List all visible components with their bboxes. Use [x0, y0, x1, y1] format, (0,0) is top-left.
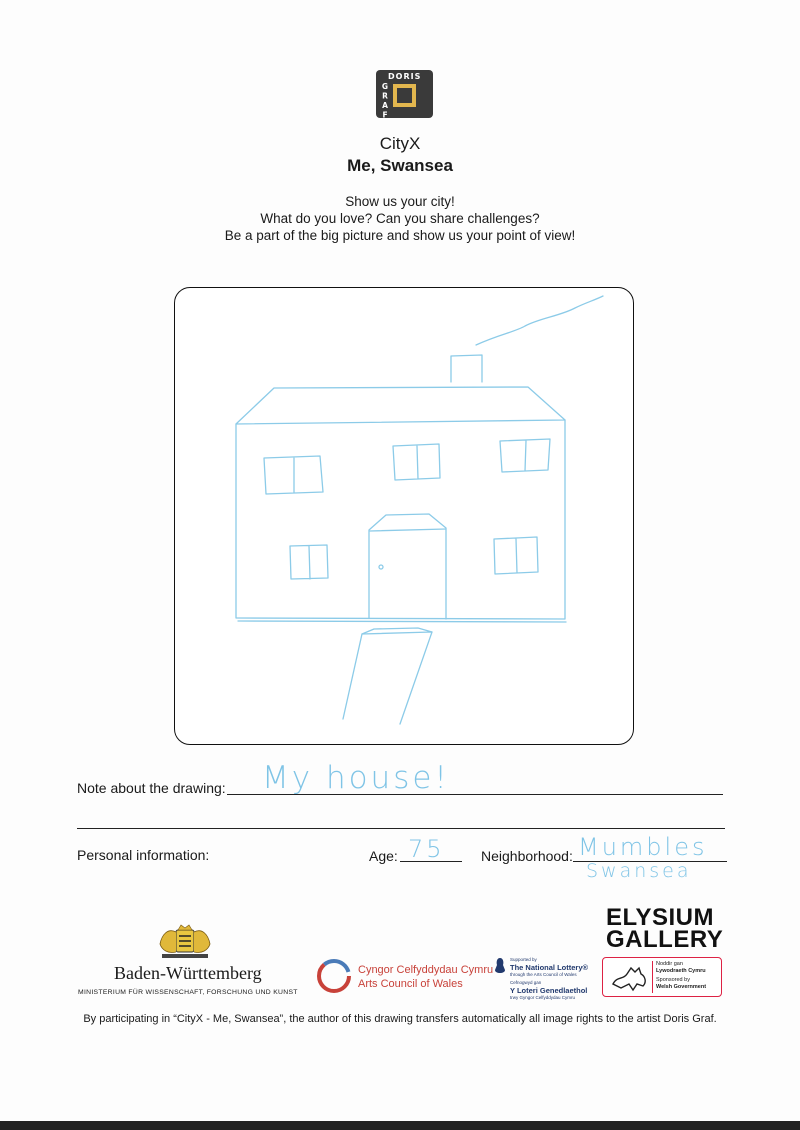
- intro-line-3: Be a part of the big picture and show us your point of view!: [224, 228, 576, 243]
- acw-welsh-name: Cyngor Celfyddydau Cymru: [358, 964, 494, 976]
- rights-footnote: By participating in “CityX - Me, Swansea”, the author of this drawing transfers automatically all image rights to the artist Doris Graf.: [83, 1013, 717, 1025]
- acw-english-name: Arts Council of Wales: [358, 978, 463, 990]
- intro-line-1: Show us your city!: [345, 194, 455, 209]
- lottery-supported: Supported by: [510, 957, 537, 962]
- lottery-cy-through: trwy Gyngor Celfyddydau Cymru: [510, 995, 576, 1000]
- logo-text-top: DORIS: [388, 72, 422, 81]
- age-handwriting: 75: [408, 835, 445, 863]
- wg-cy-1: Noddir gan: [656, 961, 683, 967]
- note-line-2: [77, 828, 725, 829]
- welsh-government-logo: [602, 957, 722, 997]
- page-title: CityX: [379, 134, 421, 153]
- lottery-fingers-icon: [493, 956, 507, 976]
- personal-info-label: Personal information:: [77, 847, 210, 863]
- elysium-line-1: ELYSIUM: [606, 904, 714, 931]
- bw-coat-of-arms-icon: [156, 924, 214, 960]
- wg-en-2: Welsh Government: [656, 984, 707, 990]
- wg-divider: [652, 961, 653, 993]
- page-subtitle: Me, Swansea: [347, 156, 453, 175]
- lottery-name: The National Lottery®: [510, 963, 589, 972]
- elysium-line-2: GALLERY: [606, 926, 724, 953]
- scan-bottom-edge: [0, 1121, 800, 1130]
- logo-side-letters: GRAF: [380, 82, 390, 120]
- lottery-through: through the Arts Council of Wales: [510, 972, 577, 977]
- note-label: Note about the drawing:: [77, 780, 226, 796]
- wg-en-1: Sponsored by: [656, 977, 690, 983]
- age-label: Age:: [369, 848, 398, 864]
- wg-cy-2: Lywodraeth Cymru: [656, 968, 706, 974]
- arts-council-logo-icon: [316, 958, 352, 994]
- welsh-dragon-icon: [609, 962, 649, 992]
- intro-line-2: What do you love? Can you share challenges?: [260, 211, 540, 226]
- lottery-cy-supported: Cefnogwyd gan: [510, 980, 542, 985]
- bw-ministry: MINISTERIUM FÜR WISSENSCHAFT, FORSCHUNG UND KUNST: [78, 989, 298, 996]
- neighborhood-handwriting-1: Mumbles: [578, 833, 708, 861]
- lottery-cy-name: Y Loteri Genedlaethol: [510, 986, 588, 995]
- note-handwriting: My house!: [262, 760, 450, 796]
- bw-name: Baden-Württemberg: [114, 963, 262, 983]
- neighborhood-handwriting-2: Swansea: [586, 860, 692, 882]
- neighborhood-label: Neighborhood:: [481, 848, 573, 864]
